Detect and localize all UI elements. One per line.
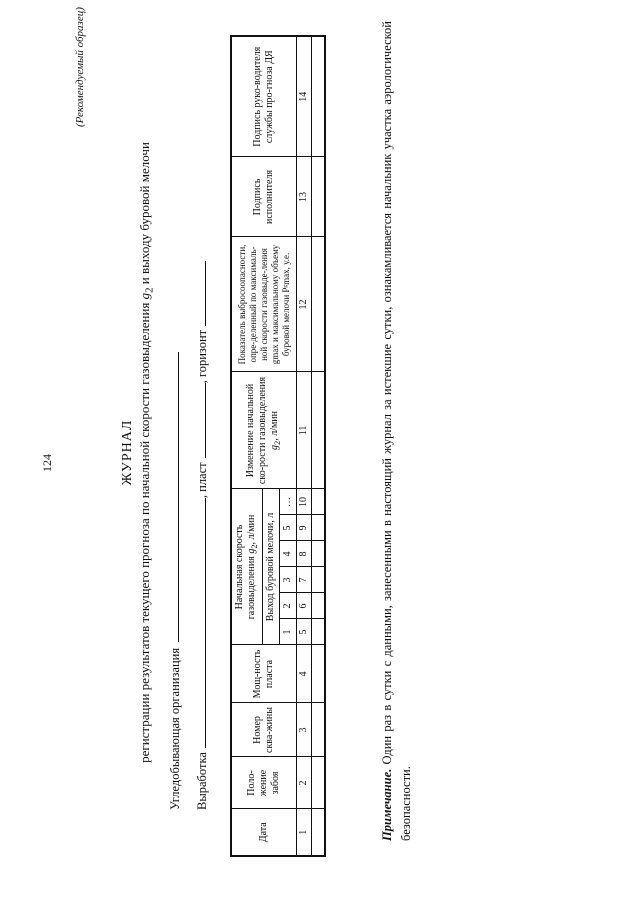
table-row (312, 36, 326, 856)
cell-entry[interactable] (312, 515, 326, 541)
subtitle-main: регистрации результатов текущего прогноза по начальной скорости газовыделения (137, 299, 152, 763)
note-paragraph (378, 21, 416, 841)
header-change-a: Изменение начальной ско-рости газовыделения (244, 376, 268, 485)
plast-label: , пласт (195, 462, 209, 499)
journal-subtitle (137, 0, 156, 905)
header-speed-sub: 2 (249, 544, 259, 549)
organization-label: Угледобывающая организация (168, 647, 182, 810)
subtitle-tail: и выходу буровой мелочи (137, 142, 152, 288)
note-label: Примечание. (380, 768, 394, 841)
header-thickness: Мощ-ность пласта (231, 645, 297, 703)
subcol-5: 5 (280, 515, 297, 541)
subtitle-var: g (137, 292, 152, 300)
cell-entry[interactable] (312, 593, 326, 619)
cell-entry[interactable] (312, 36, 326, 157)
num-7: 7 (297, 567, 312, 593)
subcol-4: 4 (280, 541, 297, 567)
subcol-3: 3 (280, 567, 297, 593)
header-head: Подпись руко-водителя службы про-гноза ДЯ (231, 36, 297, 157)
cell-entry[interactable] (312, 645, 326, 703)
column-number-row (297, 36, 312, 856)
num-4: 4 (297, 645, 312, 703)
vyrabotka-label: Выработка (195, 752, 209, 810)
num-11: 11 (297, 372, 312, 489)
header-change-var: g (268, 444, 280, 450)
header-speed-var: g (245, 548, 257, 554)
plast-blank[interactable] (195, 383, 206, 458)
header-speed-b: газовыделения (245, 553, 257, 620)
recommended-sample-label: (Рекомендуемый образец) (74, 7, 86, 127)
num-1: 1 (297, 809, 312, 856)
cell-entry[interactable] (312, 489, 326, 515)
num-8: 8 (297, 541, 312, 567)
header-speed (231, 489, 263, 645)
subtitle-sub: 2 (143, 287, 156, 293)
header-position: Поло-жение забоя (231, 757, 297, 809)
gorizont-blank[interactable] (195, 261, 206, 326)
organization-line (168, 352, 183, 810)
header-output: Выход буровой мелочи, л (263, 489, 280, 645)
subcol-2: 2 (280, 593, 297, 619)
header-speed-a: Начальная скорость (233, 524, 245, 610)
note-text: Один раз в сутки с данными, занесенными в настоящий журнал за истекшие сутки, ознакамливается начальник участка аэрологической безопасности. (380, 21, 413, 841)
num-3: 3 (297, 703, 312, 757)
cell-entry[interactable] (312, 757, 326, 809)
header-speed-c: , л/мин (245, 514, 257, 545)
cell-entry[interactable] (312, 619, 326, 645)
header-change-b: , л/мин (268, 410, 280, 441)
subcol-ellipsis: … (280, 489, 297, 515)
journal-table (230, 35, 326, 857)
cell-entry[interactable] (312, 809, 326, 856)
journal-title: ЖУРНАЛ (120, 419, 135, 486)
organization-blank[interactable] (168, 352, 179, 642)
num-9: 9 (297, 515, 312, 541)
header-indicator: Показатель выбросоопасности, опре-деленный по максималь-ной скорости газовыде-ления gmax и максимальному объему буровой мелочи Pᵍmax, у.е. (231, 237, 297, 372)
num-14: 14 (297, 36, 312, 157)
page-number: 124 (40, 454, 54, 472)
num-10: 10 (297, 489, 312, 515)
vyrabotka-blank[interactable] (195, 498, 206, 748)
subcol-1: 1 (280, 619, 297, 645)
header-change (231, 372, 297, 489)
header-well: Номер сква-жины (231, 703, 297, 757)
num-13: 13 (297, 157, 312, 237)
header-date: Дата (231, 809, 297, 856)
cell-entry[interactable] (312, 372, 326, 489)
header-change-sub: 2 (272, 440, 282, 445)
num-5: 5 (297, 619, 312, 645)
num-12: 12 (297, 237, 312, 372)
cell-entry[interactable] (312, 237, 326, 372)
num-6: 6 (297, 593, 312, 619)
cell-entry[interactable] (312, 703, 326, 757)
num-2: 2 (297, 757, 312, 809)
header-executor: Подпись исполнителя (231, 157, 297, 237)
gorizont-label: , горизонт (195, 329, 209, 384)
cell-entry[interactable] (312, 541, 326, 567)
workings-line (195, 261, 210, 810)
cell-entry[interactable] (312, 567, 326, 593)
cell-entry[interactable] (312, 157, 326, 237)
